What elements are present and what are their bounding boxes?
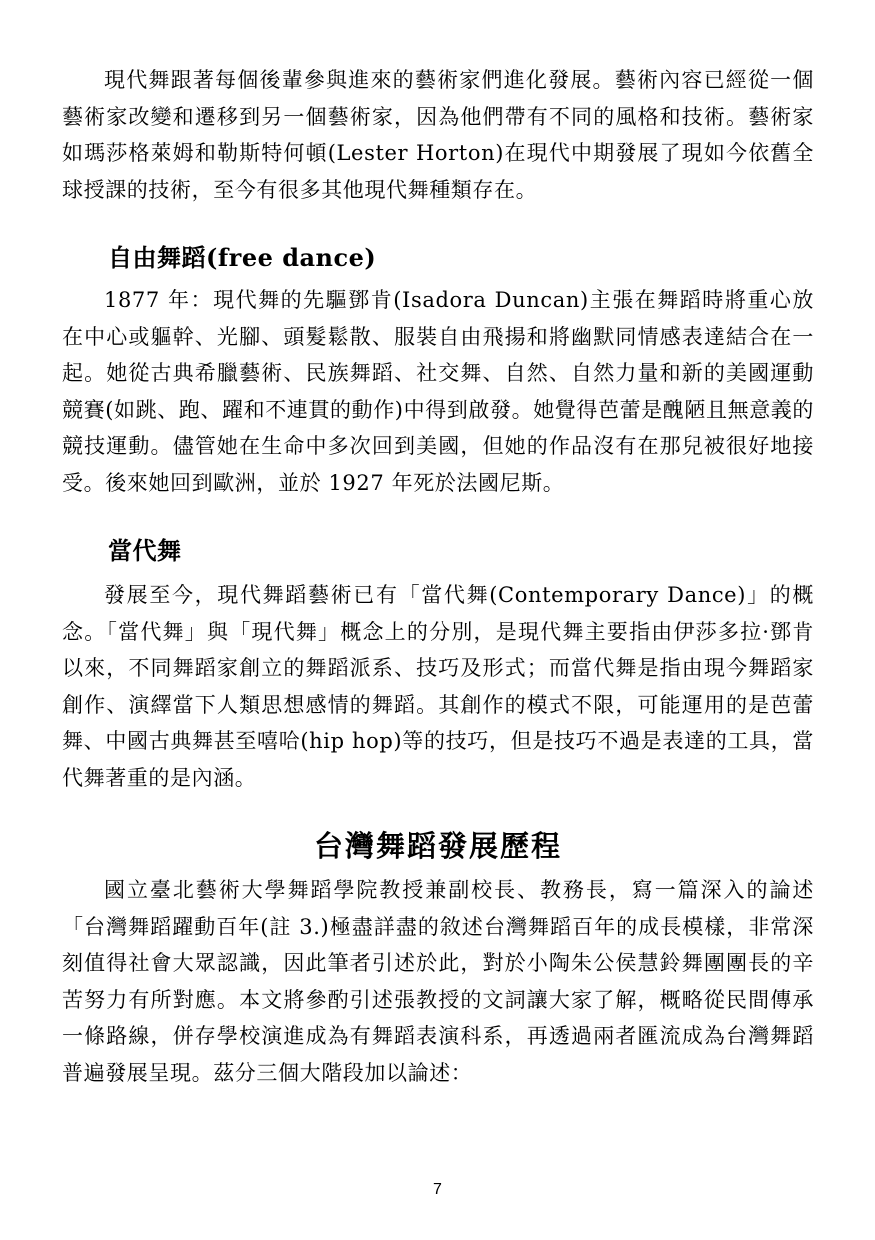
taiwan-paragraph: 國立臺北藝術大學舞蹈學院教授兼副校長、教務長，寫一篇深入的論述「台灣舞蹈躍動百年(註 3.)極盡詳盡的敘述台灣舞蹈百年的成長模樣，非常深刻值得社會大眾認識，因此筆者引述於此，對於小陶朱公侯慧鈴舞團團長的辛苦努力有所對應。本文將參酌引述張教授的文詞讓大家了解，概略從民間傳承一條路線，併存學校演進成為有舞蹈表演科系，再透過兩者匯流成為台灣舞蹈普遍發展呈現。茲分三個大階段加以論述： bbox=[62, 878, 814, 1085]
spacer bbox=[62, 569, 814, 577]
spacer bbox=[62, 501, 814, 533]
free-dance-paragraph: 1877 年：現代舞的先驅鄧肯(Isadora Duncan)主張在舞蹈時將重心放在中心或軀幹、光腳、頭髮鬆散、服裝自由飛揚和將幽默同情感表達結合在一起。她從古典希臘藝術、民族舞蹈、社交舞、自然、自然力量和新的美國運動競賽(如跳、跑、躍和不連貫的動作)中得到啟發。她覺得芭蕾是醜陋且無意義的競技運動。儘管她在生命中多次回到美國，但她的作品沒有在那兒被很好地接受。後來她回到歐洲，並於 1927 年死於法國尼斯。 bbox=[62, 288, 814, 495]
chapter-heading-taiwan-dance: 台灣舞蹈發展歷程 bbox=[313, 829, 562, 863]
contemporary-paragraph: 發展至今，現代舞蹈藝術已有「當代舞(Contemporary Dance)」的概念。「當代舞」與「現代舞」概念上的分別，是現代舞主要指由伊莎多拉·鄧肯以來，不同舞蹈家創立的舞蹈派系、技巧及形式；而當代舞是指由現今舞蹈家創作、演繹當下人類思想感情的舞蹈。其創作的模式不限，可能運用的是芭蕾舞、中國古典舞甚至嘻哈(hip hop)等的技巧，但是技巧不過是表達的工具，當代舞著重的是內涵。 bbox=[62, 583, 814, 790]
page-number: 7 bbox=[433, 1181, 442, 1198]
section-heading-contemporary: 當代舞 bbox=[108, 536, 182, 565]
spacer bbox=[62, 208, 814, 240]
intro-paragraph: 現代舞跟著每個後輩參與進來的藝術家們進化發展。藝術內容已經從一個藝術家改變和遷移到另一個藝術家，因為他們帶有不同的風格和技術。藝術家如瑪莎格萊姆和勒斯特何頓(Lester Horton)在現代中期發展了現如今依舊全球授課的技術，至今有很多其他現代舞種類存在。 bbox=[62, 68, 814, 202]
section-heading-free-dance: 自由舞蹈(free dance) bbox=[108, 243, 377, 272]
spacer bbox=[62, 796, 814, 826]
page-content bbox=[62, 62, 814, 1091]
